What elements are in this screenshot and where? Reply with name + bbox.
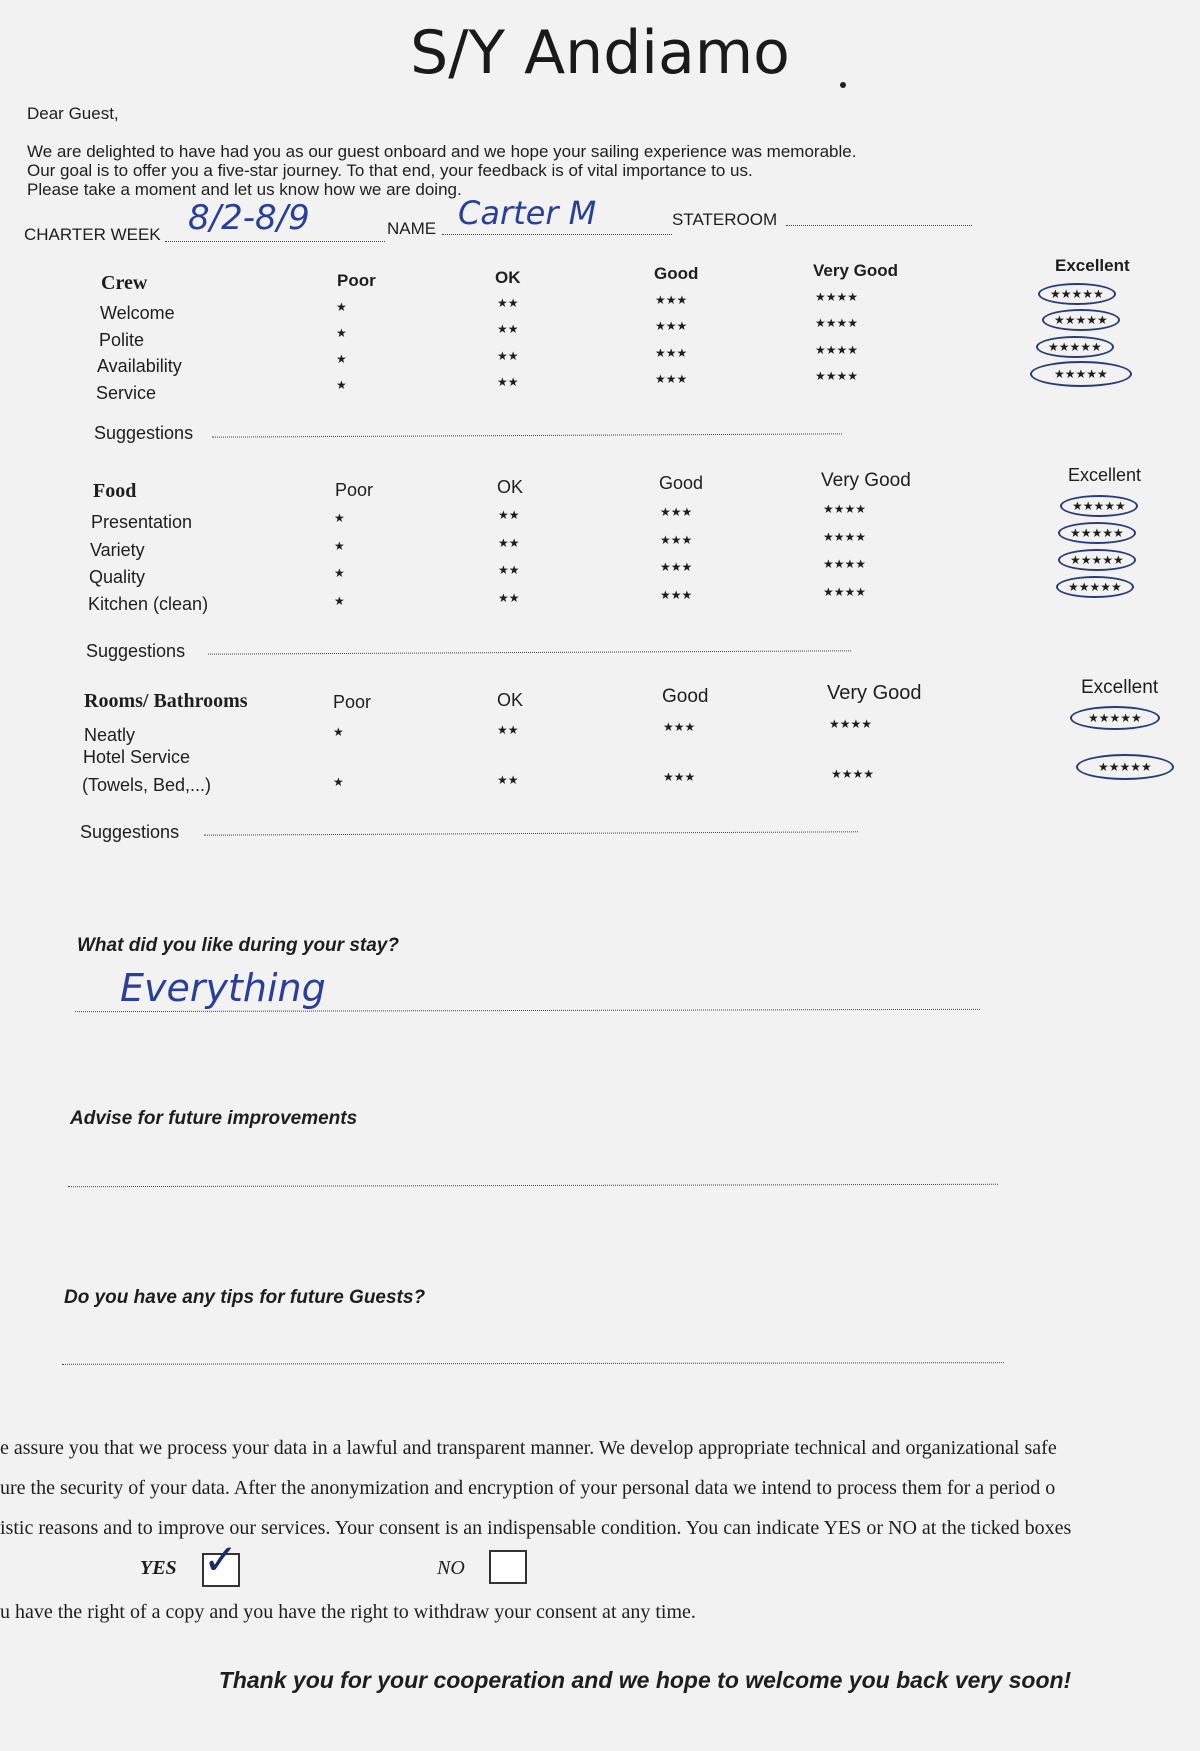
- stateroom-line: [786, 225, 972, 226]
- rating-star[interactable]: ★★★★: [815, 369, 859, 383]
- rooms-header-ok: OK: [497, 690, 524, 710]
- rooms-suggestions-field[interactable]: [204, 831, 858, 835]
- rating-star[interactable]: ★★★: [655, 372, 688, 386]
- food-row-label: Quality: [89, 567, 146, 587]
- rooms-suggestions-label: Suggestions: [80, 822, 180, 842]
- crew-suggestions-label: Suggestions: [94, 423, 194, 443]
- intro-line-2: Our goal is to offer you a five-star journey. To that end, your feedback is of vital importance to us.: [27, 161, 753, 180]
- selected-rating-circle[interactable]: ★★★★★: [1070, 706, 1160, 730]
- advise-answer-field[interactable]: [68, 1184, 998, 1187]
- advise-question: Advise for future improvements: [70, 1108, 358, 1129]
- selected-rating-circle[interactable]: ★★★★★: [1038, 283, 1116, 305]
- food-row-label: Variety: [90, 540, 145, 560]
- intro-line-1: We are delighted to have had you as our guest onboard and we hope your sailing experience was memorable.: [27, 142, 857, 161]
- food-header-good: Good: [659, 473, 704, 493]
- rating-star[interactable]: ★★★: [655, 293, 688, 307]
- rating-star[interactable]: ★: [336, 300, 347, 314]
- page-title: S/Y Andiamo: [410, 18, 790, 88]
- yes-label: YES: [140, 1557, 177, 1579]
- rating-star[interactable]: ★: [334, 566, 345, 580]
- food-header-poor: Poor: [335, 480, 374, 500]
- rating-star[interactable]: ★: [336, 352, 347, 366]
- rating-star[interactable]: ★★★: [660, 533, 693, 547]
- crew-row-label: Polite: [99, 330, 145, 350]
- rating-star[interactable]: ★★★★: [823, 557, 867, 571]
- crew-suggestions-field[interactable]: [212, 433, 842, 437]
- rating-star[interactable]: ★: [334, 594, 345, 608]
- food-row-label: Presentation: [91, 512, 193, 532]
- selected-rating-circle[interactable]: ★★★★★: [1030, 361, 1132, 387]
- rating-star[interactable]: ★: [333, 725, 344, 739]
- rating-star[interactable]: ★★: [498, 591, 520, 605]
- no-checkbox[interactable]: [489, 1550, 527, 1584]
- liked-answer-field[interactable]: Everything: [120, 966, 326, 1010]
- rating-star[interactable]: ★★★★: [823, 530, 867, 544]
- selected-rating-circle[interactable]: ★★★★★: [1042, 309, 1120, 331]
- rating-star[interactable]: ★★★★: [815, 290, 859, 304]
- crew-header-excellent: Excellent: [1055, 256, 1130, 275]
- rating-star[interactable]: ★★★★: [823, 585, 867, 599]
- title-dot: [840, 82, 846, 88]
- rating-star[interactable]: ★★: [498, 563, 520, 577]
- tips-question: Do you have any tips for future Guests?: [64, 1287, 426, 1308]
- rating-star[interactable]: ★: [334, 539, 345, 553]
- no-label: NO: [437, 1557, 465, 1579]
- charter-week-label: CHARTER WEEK: [24, 225, 161, 244]
- rating-star[interactable]: ★★★: [660, 505, 693, 519]
- food-suggestions-field[interactable]: [208, 650, 851, 654]
- rooms-header-poor: Poor: [333, 692, 372, 712]
- rooms-title: Rooms/ Bathrooms: [84, 690, 248, 712]
- rating-star[interactable]: ★★★: [663, 770, 696, 784]
- crew-header-very-good: Very Good: [813, 261, 899, 280]
- legal-line-1: e assure you that we process your data in a lawful and transparent manner. We develop appropriate technical and organizational safe: [0, 1437, 1057, 1459]
- rating-star[interactable]: ★★★★: [829, 717, 873, 731]
- selected-rating-circle[interactable]: ★★★★★: [1060, 495, 1138, 517]
- rooms-row-label: Neatly: [84, 725, 136, 745]
- selected-rating-circle[interactable]: ★★★★★: [1036, 336, 1114, 358]
- rating-star[interactable]: ★★: [497, 773, 519, 787]
- rating-star[interactable]: ★★: [497, 723, 519, 737]
- crew-row-label: Service: [96, 383, 157, 403]
- legal-line-4: u have the right of a copy and you have the right to withdraw your consent at any time.: [0, 1601, 696, 1623]
- name-label: NAME: [387, 219, 437, 238]
- rating-star[interactable]: ★: [336, 326, 347, 340]
- food-header-excellent: Excellent: [1068, 465, 1142, 485]
- rating-star[interactable]: ★★★: [655, 319, 688, 333]
- food-header-very-good: Very Good: [821, 470, 911, 491]
- selected-rating-circle[interactable]: ★★★★★: [1056, 576, 1134, 598]
- liked-question: What did you like during your stay?: [77, 935, 399, 956]
- rating-star[interactable]: ★★: [497, 322, 519, 336]
- intro-text: [27, 104, 856, 199]
- rooms-header-very-good: Very Good: [827, 682, 922, 704]
- rating-star[interactable]: ★★: [497, 296, 519, 310]
- rating-star[interactable]: ★: [336, 378, 347, 392]
- tips-answer-field[interactable]: [62, 1362, 1004, 1365]
- rating-star[interactable]: ★★★: [663, 720, 696, 734]
- name-field[interactable]: Carter M: [458, 194, 597, 232]
- crew-header-ok: OK: [495, 268, 521, 287]
- rating-star[interactable]: ★★: [497, 375, 519, 389]
- rating-star[interactable]: ★: [333, 775, 344, 789]
- charter-week-field[interactable]: 8/2-8/9: [188, 198, 310, 238]
- rating-star[interactable]: ★★: [497, 349, 519, 363]
- rating-star[interactable]: ★★★★: [823, 502, 867, 516]
- rating-star[interactable]: ★: [334, 511, 345, 525]
- rooms-row-label-2: (Towels, Bed,...): [82, 775, 212, 795]
- rooms-header-good: Good: [662, 686, 709, 707]
- crew-header-good: Good: [654, 264, 699, 283]
- food-row-label: Kitchen (clean): [88, 594, 209, 614]
- selected-rating-circle[interactable]: ★★★★★: [1058, 549, 1136, 571]
- thanks-message: Thank you for your cooperation and we hope to welcome you back very soon!: [218, 1667, 1072, 1693]
- rating-star[interactable]: ★★★★: [815, 316, 859, 330]
- crew-row-label: Welcome: [100, 303, 175, 323]
- rating-star[interactable]: ★★★: [655, 346, 688, 360]
- food-title: Food: [93, 480, 137, 502]
- legal-line-3: istic reasons and to improve our services. Your consent is an indispensable condition. You can indicate YES or NO at the ticked boxes: [0, 1517, 1072, 1539]
- crew-row-label: Availability: [97, 356, 182, 376]
- food-suggestions-label: Suggestions: [86, 641, 186, 661]
- selected-rating-circle[interactable]: ★★★★★: [1076, 754, 1174, 780]
- greeting: Dear Guest,: [27, 104, 119, 123]
- crew-header-poor: Poor: [337, 271, 376, 290]
- rating-star[interactable]: ★★★: [660, 588, 693, 602]
- legal-line-2: ure the security of your data. After the anonymization and encryption of your personal data we intend to process them for a period o: [0, 1477, 1056, 1499]
- charter-week-line: [165, 241, 385, 242]
- rating-star[interactable]: ★★★: [660, 560, 693, 574]
- rating-star[interactable]: ★★: [498, 536, 520, 550]
- check-mark-icon: ✓: [203, 1535, 239, 1584]
- name-line: [442, 234, 672, 235]
- food-header-ok: OK: [497, 477, 524, 497]
- rating-star[interactable]: ★★★★: [831, 767, 875, 781]
- rating-star[interactable]: ★★★★: [815, 343, 859, 357]
- rooms-row-label: Hotel Service: [83, 747, 191, 767]
- selected-rating-circle[interactable]: ★★★★★: [1058, 522, 1136, 544]
- crew-title: Crew: [101, 272, 148, 294]
- intro-line-3: Please take a moment and let us know how we are doing.: [27, 180, 462, 199]
- stateroom-label: STATEROOM: [672, 210, 778, 229]
- rooms-header-excellent: Excellent: [1081, 677, 1159, 698]
- rating-star[interactable]: ★★: [498, 508, 520, 522]
